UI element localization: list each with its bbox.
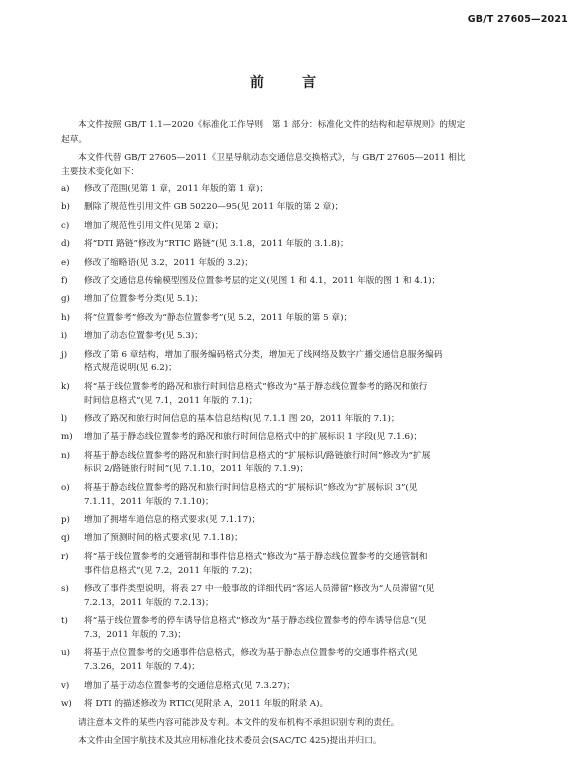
change-item-marker: l)	[61, 413, 68, 424]
change-item-text: 将基于静态线位置参考的路况和旅行时间信息格式的“扩展标识”修改为“扩展标识 3”(见 7.1.11，2011 年版的 7.1.10)；	[84, 482, 418, 507]
change-item	[61, 183, 578, 197]
proposer-statement: 本文件由全国宇航技术及其应用标准化技术委员会(SAC/TC 425)提出并归口。	[78, 736, 382, 747]
change-item	[61, 532, 578, 546]
change-item-marker: o)	[61, 482, 70, 493]
change-item-text: 将“基于线位置参考的路况和旅行时间信息格式”修改为“基于静态线位置参考的路况和旅行 时间信息格式”(见 7.1，2011 年版的 7.1)；	[84, 381, 428, 406]
change-item-marker: c)	[61, 220, 70, 231]
foreword-body	[61, 118, 578, 752]
change-item-marker: p)	[61, 515, 70, 526]
change-item-marker: r)	[61, 551, 69, 562]
change-item-text: 将基于点位置参考的交通事件信息格式，修改为基于静态点位置参考的交通事件格式(见 7.3.26，2011 年版的 7.4)；	[84, 648, 418, 673]
change-item	[61, 312, 578, 326]
change-item-text: 增加了基于动态位置参考的交通信息格式(见 7.3.27)；	[84, 680, 295, 691]
change-item-marker: f)	[61, 275, 68, 286]
change-item-marker: q)	[61, 533, 70, 544]
change-item-marker: i)	[61, 331, 68, 342]
change-item	[61, 201, 578, 215]
change-item	[61, 680, 578, 694]
change-item-text: 将“基于线位置参考的交通管制和事件信息格式”修改为“基于静态线位置参考的交通管制和 事件信息格式”(见 7.2，2011 年版的 7.2)；	[84, 551, 428, 576]
change-item	[61, 293, 578, 307]
change-item-marker: w)	[61, 698, 72, 709]
change-item	[61, 238, 578, 252]
change-item	[61, 482, 578, 510]
change-item-text: 将“基于线位置参考的停车诱导信息格式”修改为“基于静态线位置参考的停车诱导信息”(见 7.3，2011 年版的 7.3)；	[84, 616, 427, 640]
change-list	[61, 183, 578, 712]
change-item-text: 增加了预测时间的格式要求(见 7.1.18)；	[84, 533, 243, 544]
change-item	[61, 413, 578, 427]
change-item-marker: j)	[61, 349, 68, 360]
change-item-text: 修改了缩略语(见 3.2，2011 年版的 3.2)；	[84, 257, 254, 268]
replacement-paragraph: 本文件代替 GB/T 27605—2011《卫星导航动态交通信息交换格式》，与 GB/T 27605—2011 相比 主要技术变化如下：	[61, 152, 466, 177]
change-item-text: 增加了基于静态线位置参考的路况和旅行时间信息格式中的扩展标识 1 字段(见 7.1.6)；	[84, 432, 423, 443]
change-item-text: 修改了交通信息传输模型图及位置参考层的定义(见图 1 和 4.1，2011 年版的图 1 和 4.1)；	[84, 275, 441, 286]
change-item	[61, 615, 578, 643]
change-item-marker: g)	[61, 294, 70, 305]
change-item	[61, 349, 578, 377]
change-item-text: 将基于静态线位置参考的路况和旅行时间信息格式的“扩展标识/路链旅行时间”修改为“扩展 标识 2/路链旅行时间”(见 7.1.10，2011 年版的 7.1.9)；	[84, 450, 431, 475]
change-item-text: 将 DTI 的描述修改为 RTIC(见附录 A，2011 年版的附录 A)。	[84, 698, 329, 709]
change-item-text: 增加了位置参考分类(见 5.1)；	[84, 294, 203, 305]
change-item-text: 增加了动态位置参考(见 5.3)；	[84, 331, 203, 342]
change-item-text: 修改了事件类型说明，将表 27 中一般事故的详细代码“客运人员滞留”修改为“人员滞留”(见 7.2.13，2011 年版的 7.2.13)；	[84, 584, 435, 608]
patent-notice: 请注意本文件的某些内容可能涉及专利。本文件的发布机构不承担识别专利的责任。	[78, 718, 400, 729]
change-item-marker: h)	[61, 312, 70, 323]
change-item-text: 增加了拥堵车道信息的格式要求(见 7.1.17)；	[84, 515, 261, 526]
change-item-text: 将“位置参考”修改为“静态位置参考”(见 5.2，2011 年版的第 5 章)；	[84, 312, 353, 323]
change-item-text: 将“DTI 路链”修改为“RTIC 路链”(见 3.1.8，2011 年版的 3.1.8)；	[84, 239, 349, 250]
change-item	[61, 514, 578, 528]
change-item-marker: k)	[61, 381, 70, 392]
change-item-marker: a)	[61, 184, 70, 194]
change-item	[61, 330, 578, 344]
change-item-marker: b)	[61, 202, 70, 213]
change-item	[61, 647, 578, 675]
change-item-marker: s)	[61, 584, 69, 595]
change-item	[61, 698, 578, 712]
change-item	[61, 450, 578, 478]
change-item-marker: u)	[61, 648, 70, 659]
change-item-text: 增加了规范性引用文件(见第 2 章)；	[84, 220, 224, 231]
change-item-marker: t)	[61, 616, 68, 627]
change-item-marker: e)	[61, 257, 70, 268]
change-item	[61, 381, 578, 409]
intro-paragraph: 本文件按照 GB/T 1.1—2020《标准化工作导则 第 1 部分：标准化文件的结构和起草规则》的规定 起草。	[61, 120, 466, 145]
change-item-text: 修改了路况和旅行时间信息的基本信息结构(见 7.1.1 图 20，2011 年版的 7.1)；	[84, 413, 400, 424]
change-item-marker: m)	[61, 432, 73, 443]
change-item-text: 修改了第 6 章结构，增加了服务编码格式分类，增加无了线网络及数字广播交通信息服务编码 格式规范说明(见 6.2)；	[84, 349, 443, 374]
change-item-text: 删除了规范性引用文件 GB 50220—95(见 2011 年版的第 2 章)；	[84, 202, 344, 213]
change-item-marker: n)	[61, 450, 70, 461]
change-item-text: 修改了范围(见第 1 章，2011 年版的第 1 章)；	[84, 184, 269, 194]
standard-number: GB/T 27605—2021	[467, 14, 568, 25]
change-item	[61, 431, 578, 445]
change-item	[61, 257, 578, 271]
change-item	[61, 275, 578, 289]
page-title: 前 言	[250, 75, 328, 91]
change-item	[61, 551, 578, 579]
change-item-marker: v)	[61, 680, 70, 691]
change-item-marker: d)	[61, 239, 70, 250]
change-item	[61, 220, 578, 234]
change-item	[61, 583, 578, 611]
